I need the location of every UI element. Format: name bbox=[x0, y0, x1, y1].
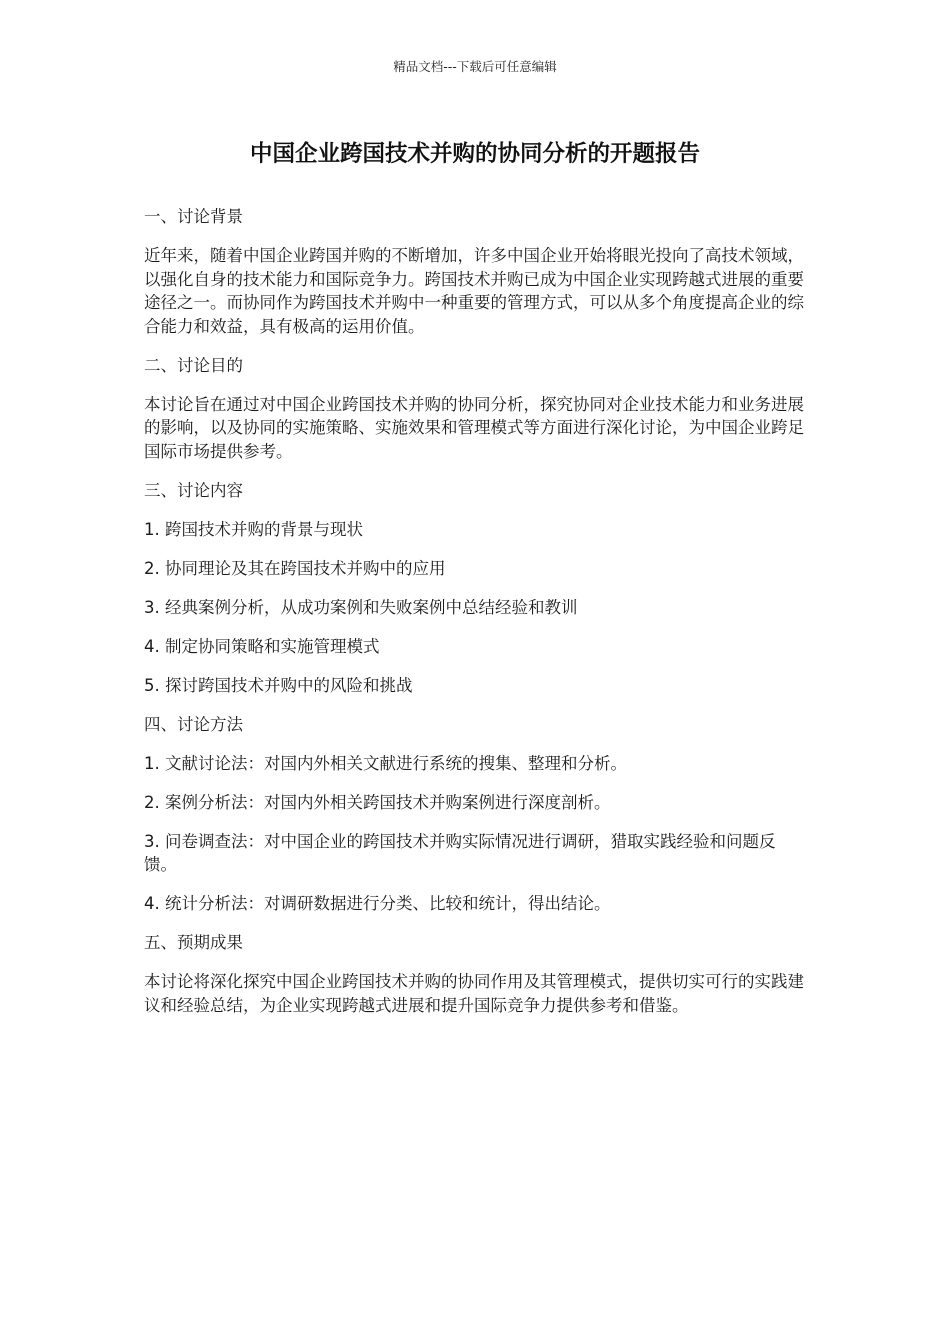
list-item: 1. 跨国技术并购的背景与现状 bbox=[144, 519, 363, 539]
list-item: 4. 统计分析法：对调研数据进行分类、比较和统计，得出结论。 bbox=[144, 894, 611, 913]
header-note: 精品文档---下载后可任意编辑 bbox=[393, 59, 557, 74]
section-heading-background: 一、讨论背景 bbox=[144, 207, 243, 226]
section-heading-content: 三、讨论内容 bbox=[144, 480, 243, 500]
list-item: 5. 探讨跨国技术并购中的风险和挑战 bbox=[144, 675, 413, 695]
document-title: 中国企业跨国技术并购的协同分析的开题报告 bbox=[249, 141, 700, 167]
paragraph-background: 近年来，随着中国企业跨国并购的不断增加，许多中国企业开始将眼光投向了高技术领域，以强化自身的技术能力和国际竞争力。跨国技术并购已成为中国企业实现跨越式进展的重要途径之一。而协同作为跨国技术并购中一种重要的管理方式，可以从多个角度提高企业的综合能力和效益，具有极高的运用价值。 bbox=[144, 246, 804, 336]
document-body bbox=[144, 205, 804, 1033]
paragraph-purpose: 本讨论旨在通过对中国企业跨国技术并购的协同分析，探究协同对企业技术能力和业务进展的影响，以及协同的实施策略、实施效果和管理模式等方面进行深化讨论，为中国企业跨足国际市场提供参考。 bbox=[144, 394, 804, 461]
list-item: 1. 文献讨论法：对国内外相关文献进行系统的搜集、整理和分析。 bbox=[144, 753, 627, 773]
section-heading-methods: 四、讨论方法 bbox=[144, 714, 243, 734]
section-heading-expected-results: 五、预期成果 bbox=[144, 933, 243, 952]
list-item: 2. 协同理论及其在跨国技术并购中的应用 bbox=[144, 558, 446, 578]
section-heading-purpose: 二、讨论目的 bbox=[144, 355, 243, 375]
list-item: 2. 案例分析法：对国内外相关跨国技术并购案例进行深度剖析。 bbox=[144, 792, 611, 812]
list-item: 3. 问卷调查法：对中国企业的跨国技术并购实际情况进行调研，猎取实践经验和问题反馈。 bbox=[144, 831, 776, 874]
list-item: 3. 经典案例分析，从成功案例和失败案例中总结经验和教训 bbox=[144, 597, 578, 617]
list-item: 4. 制定协同策略和实施管理模式 bbox=[144, 636, 380, 656]
paragraph-expected-results: 本讨论将深化探究中国企业跨国技术并购的协同作用及其管理模式，提供切实可行的实践建议和经验总结，为企业实现跨越式进展和提升国际竞争力提供参考和借鉴。 bbox=[144, 972, 804, 1015]
